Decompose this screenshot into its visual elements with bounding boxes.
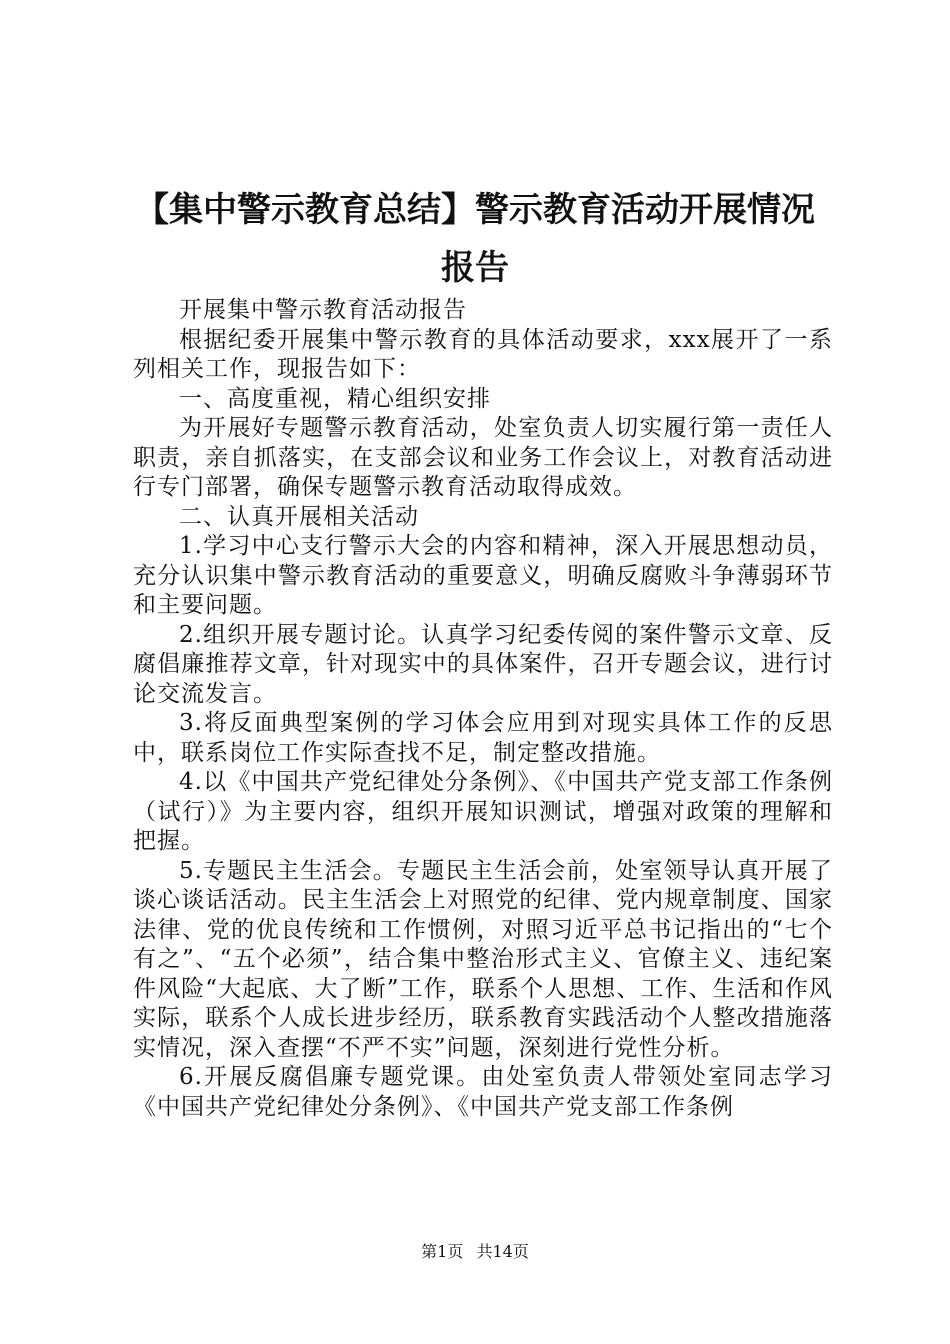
document-title-line-2: 报告	[441, 248, 509, 288]
section-heading-2: 二、认真开展相关活动	[179, 503, 419, 530]
list-item-6: 6.开展反腐倡廉专题党课。由处室负责人带领处室同志学习《中国共产党纪律处分条例》、《中国共产党支部工作条例	[133, 1064, 833, 1120]
paragraph-report-heading: 开展集中警示教育活动报告	[179, 297, 467, 323]
list-item-1: 1.学习中心支行警示大会的内容和精神，深入开展思想动员，充分认识集中警示教育活动的重要意义，明确反腐败斗争薄弱环节和主要问题。	[133, 533, 833, 618]
paragraph-intro: 根据纪委开展集中警示教育的具体活动要求，xxx展开了一系列相关工作，现报告如下：	[133, 326, 833, 382]
document-title-line-1: 【集中警示教育总结】警示教育活动开展情况	[135, 190, 815, 230]
page-total: 共14页	[476, 1242, 529, 1261]
paragraph-section-1: 为开展好专题警示教育活动，处室负责人切实履行第一责任人职责，亲自抓落实，在支部会议和业务工作会议上，对教育活动进行专门部署，确保专题警示教育活动取得成效。	[133, 415, 833, 500]
section-heading-1: 一、高度重视，精心组织安排	[179, 385, 491, 412]
list-item-5: 5.专题民主生活会。专题民主生活会前，处室领导认真开展了谈心谈话活动。民主生活会上对照党的纪律、党内规章制度、国家法律、党的优良传统和工作惯例，对照习近平总书记指出的“七个有之”、“五个必须”，结合集中整治形式主义、官僚主义、违纪案件风险“大起底、大了断”工作，联系个人思想、工作、生活和作风实际，联系个人成长进步经历，联系教育实践活动个人整改措施落实情况，深入查摆“不严不实”问题，深刻进行党性分析。	[133, 857, 833, 1061]
list-item-3: 3.将反面典型案例的学习体会应用到对现实具体工作的反思中，联系岗位工作实际查找不足，制定整改措施。	[133, 710, 833, 766]
list-item-2: 2.组织开展专题讨论。认真学习纪委传阅的案件警示文章、反腐倡廉推荐文章，针对现实中的具体案件，召开专题会议，进行讨论交流发言。	[133, 621, 833, 707]
list-item-4: 4.以《中国共产党纪律处分条例》、《中国共产党支部工作条例（试行）》为主要内容，组织开展知识测试，增强对政策的理解和把握。	[133, 769, 833, 854]
document-body	[133, 296, 833, 1122]
page-footer	[0, 1242, 950, 1262]
page-number: 第1页	[421, 1242, 464, 1261]
